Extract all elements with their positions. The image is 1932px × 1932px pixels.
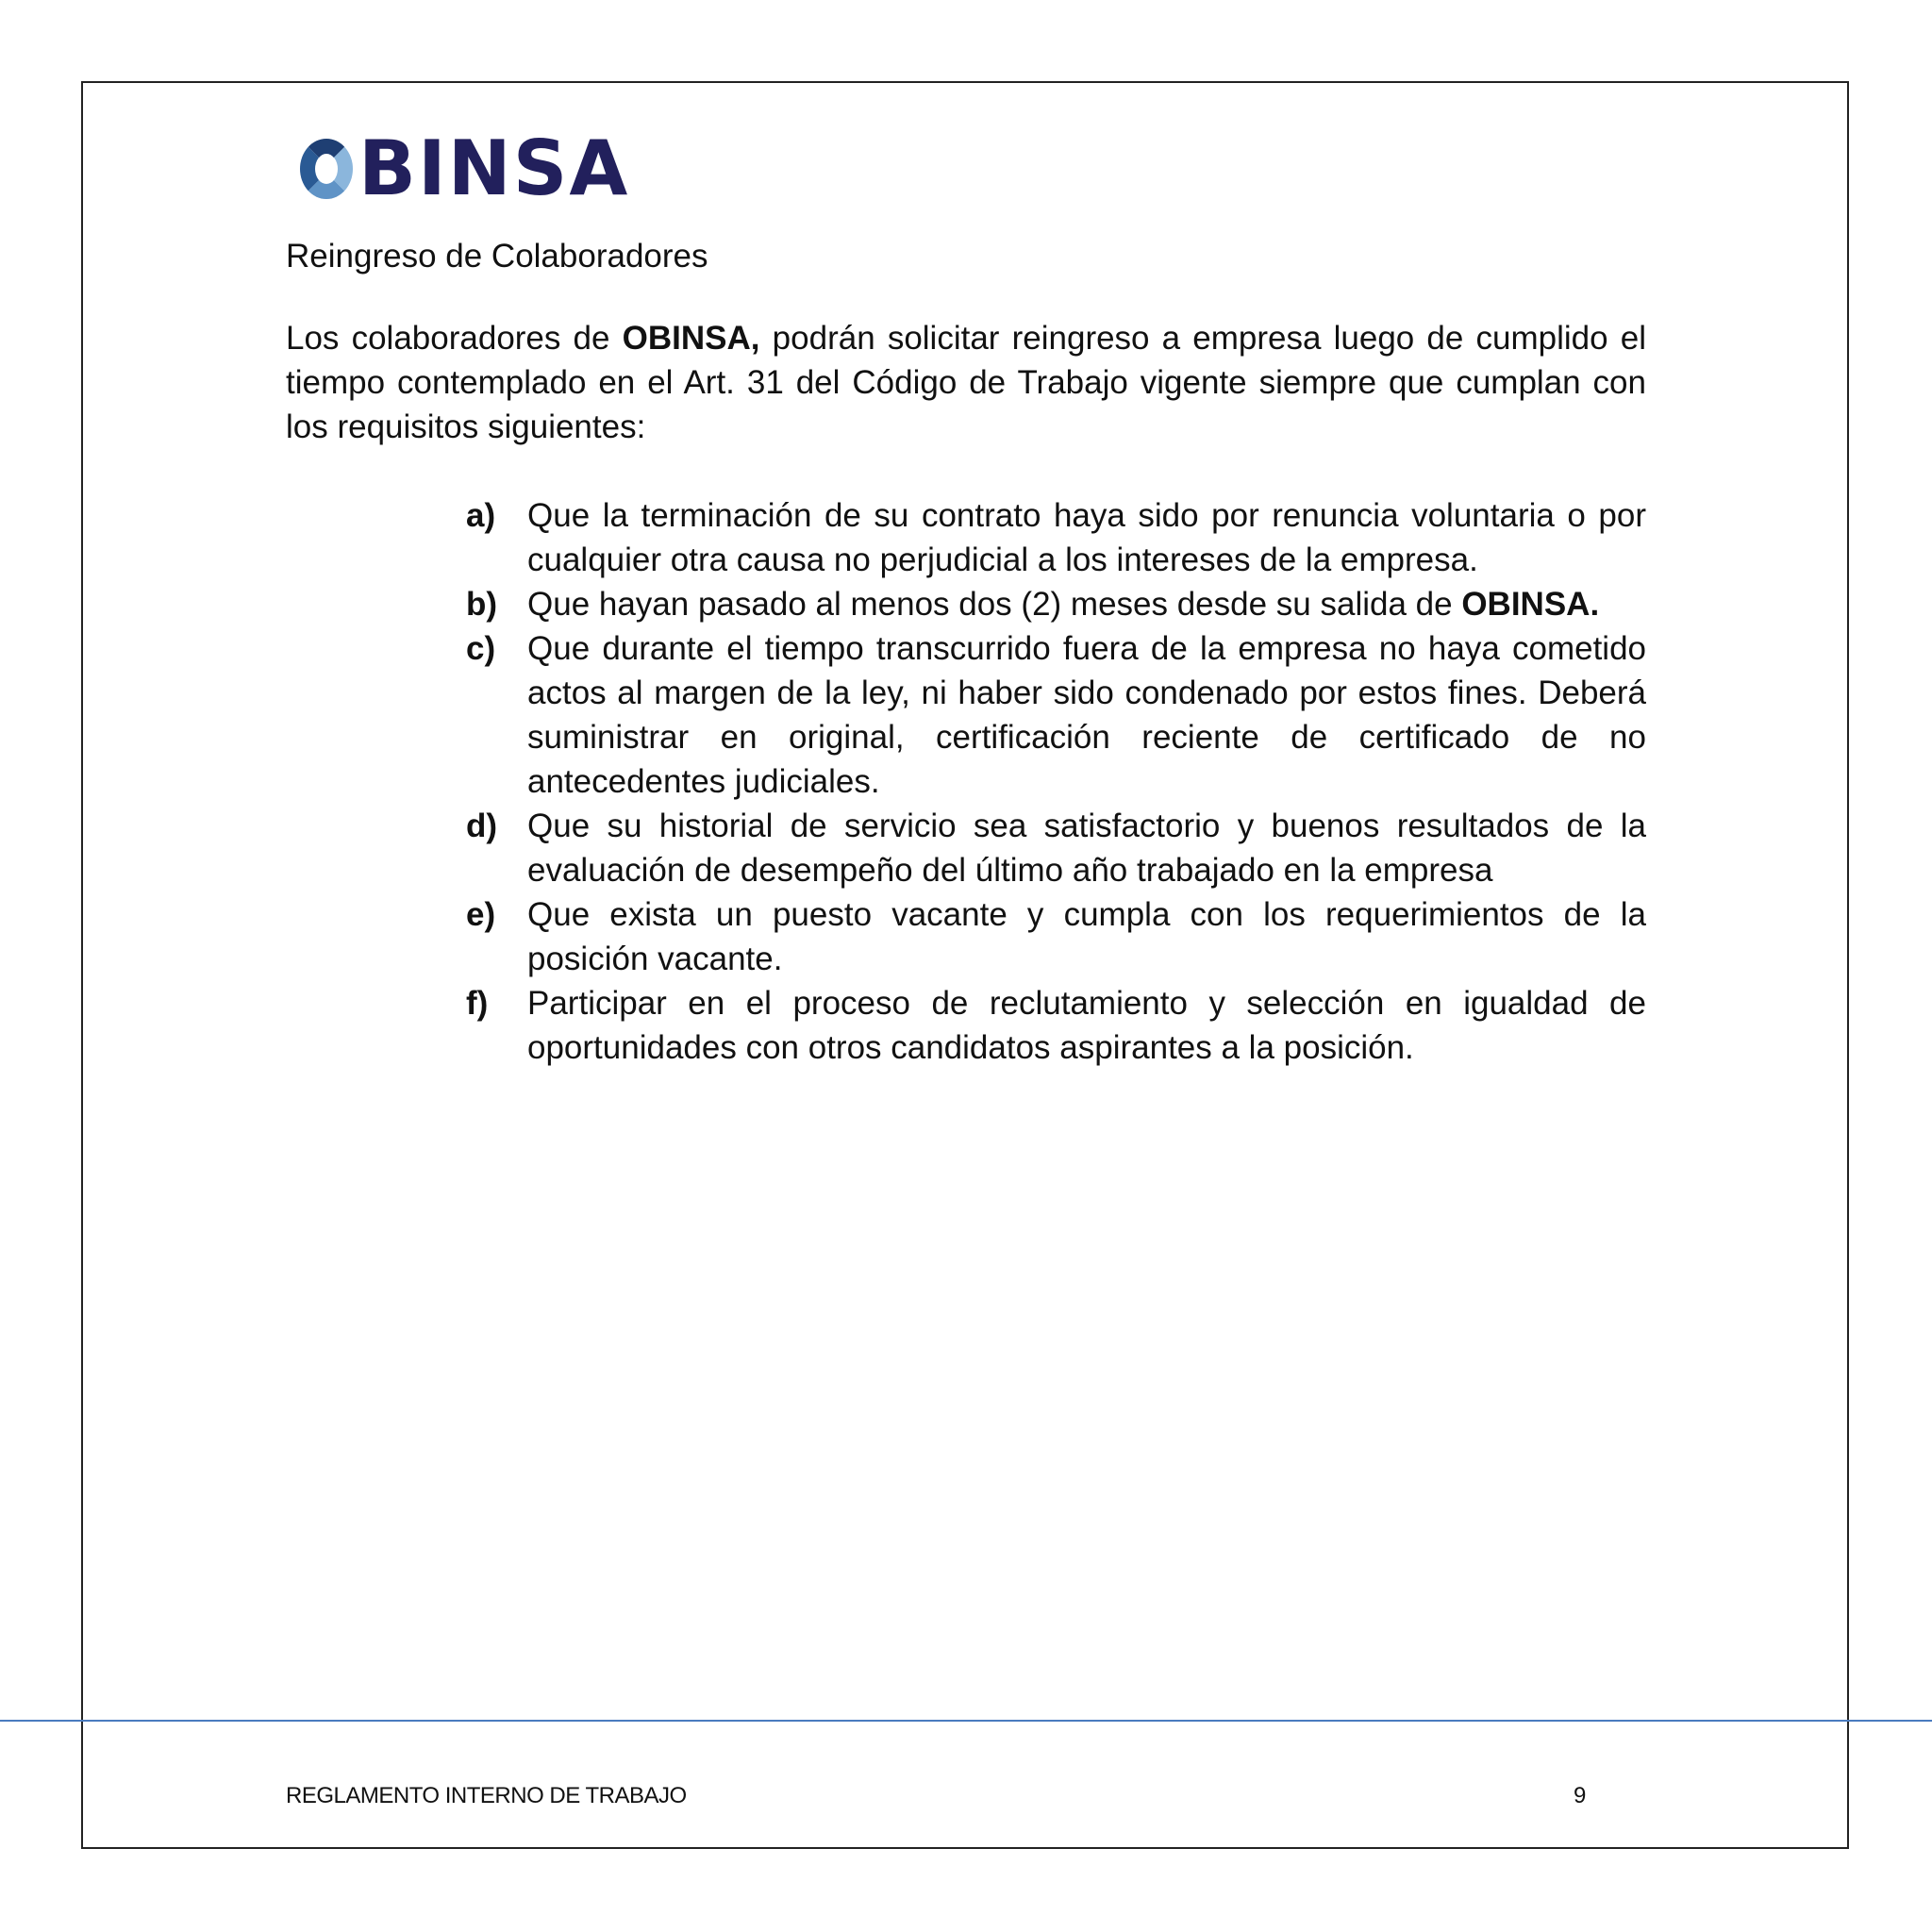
list-item [466,981,1646,1070]
document-body [286,234,1646,1070]
item-text: Que la terminación de su contrato haya sido por renuncia voluntaria o por cualquier otra causa no perjudicial a los intereses de la empresa. [527,497,1646,578]
item-text: Que exista un puesto vacante y cumpla con los requerimientos de la posición vacante. [527,896,1646,977]
company-name: OBINSA. [1461,586,1600,623]
page-number: 9 [1574,1783,1586,1808]
item-text-part: Que hayan pasado al menos dos (2) meses desde su salida de [527,586,1462,623]
item-label: d) [466,808,498,844]
intro-text: Los colaboradores de [286,320,623,357]
obinsa-logo [300,125,630,212]
item-text: Participar en el proceso de reclutamiento y selección en igualdad de oportunidades con otros candidatos aspirantes a la posición. [527,985,1646,1066]
logo-o-mark [300,139,353,199]
item-text: Que su historial de servicio sea satisfactorio y buenos resultados de la evaluación de desempeño del último año trabajado en la empresa [527,808,1646,889]
item-label: c) [466,630,496,667]
intro-paragraph [286,316,1646,449]
company-name: OBINSA, [622,320,760,357]
footer-divider [0,1720,1932,1722]
item-label: e) [466,896,496,933]
requirements-list [286,493,1646,1070]
list-item [466,892,1646,981]
list-item [466,804,1646,892]
list-item [466,626,1646,804]
section-title: Reingreso de Colaboradores [286,238,708,275]
list-item [466,493,1646,582]
item-text: Que durante el tiempo transcurrido fuera de la empresa no haya cometido actos al margen de la ley, ni haber sido condenado por estos fines. Deberá suministrar en original, certificación reciente de certificado de no antecedentes judiciales. [527,630,1646,800]
item-label: f) [466,985,489,1022]
list-item [466,582,1646,626]
item-label: b) [466,586,498,623]
logo-text: BINSA [358,125,630,212]
item-text [527,582,1646,626]
intro-text: podrán solicitar reingreso a empresa luego de cumplido el tiempo contemplado en el Art. 31 del Código de Trabajo vigente siempre que cumplan con los requisitos siguientes: [286,320,1646,445]
item-label: a) [466,497,496,534]
footer-title: REGLAMENTO INTERNO DE TRABAJO [286,1783,687,1808]
